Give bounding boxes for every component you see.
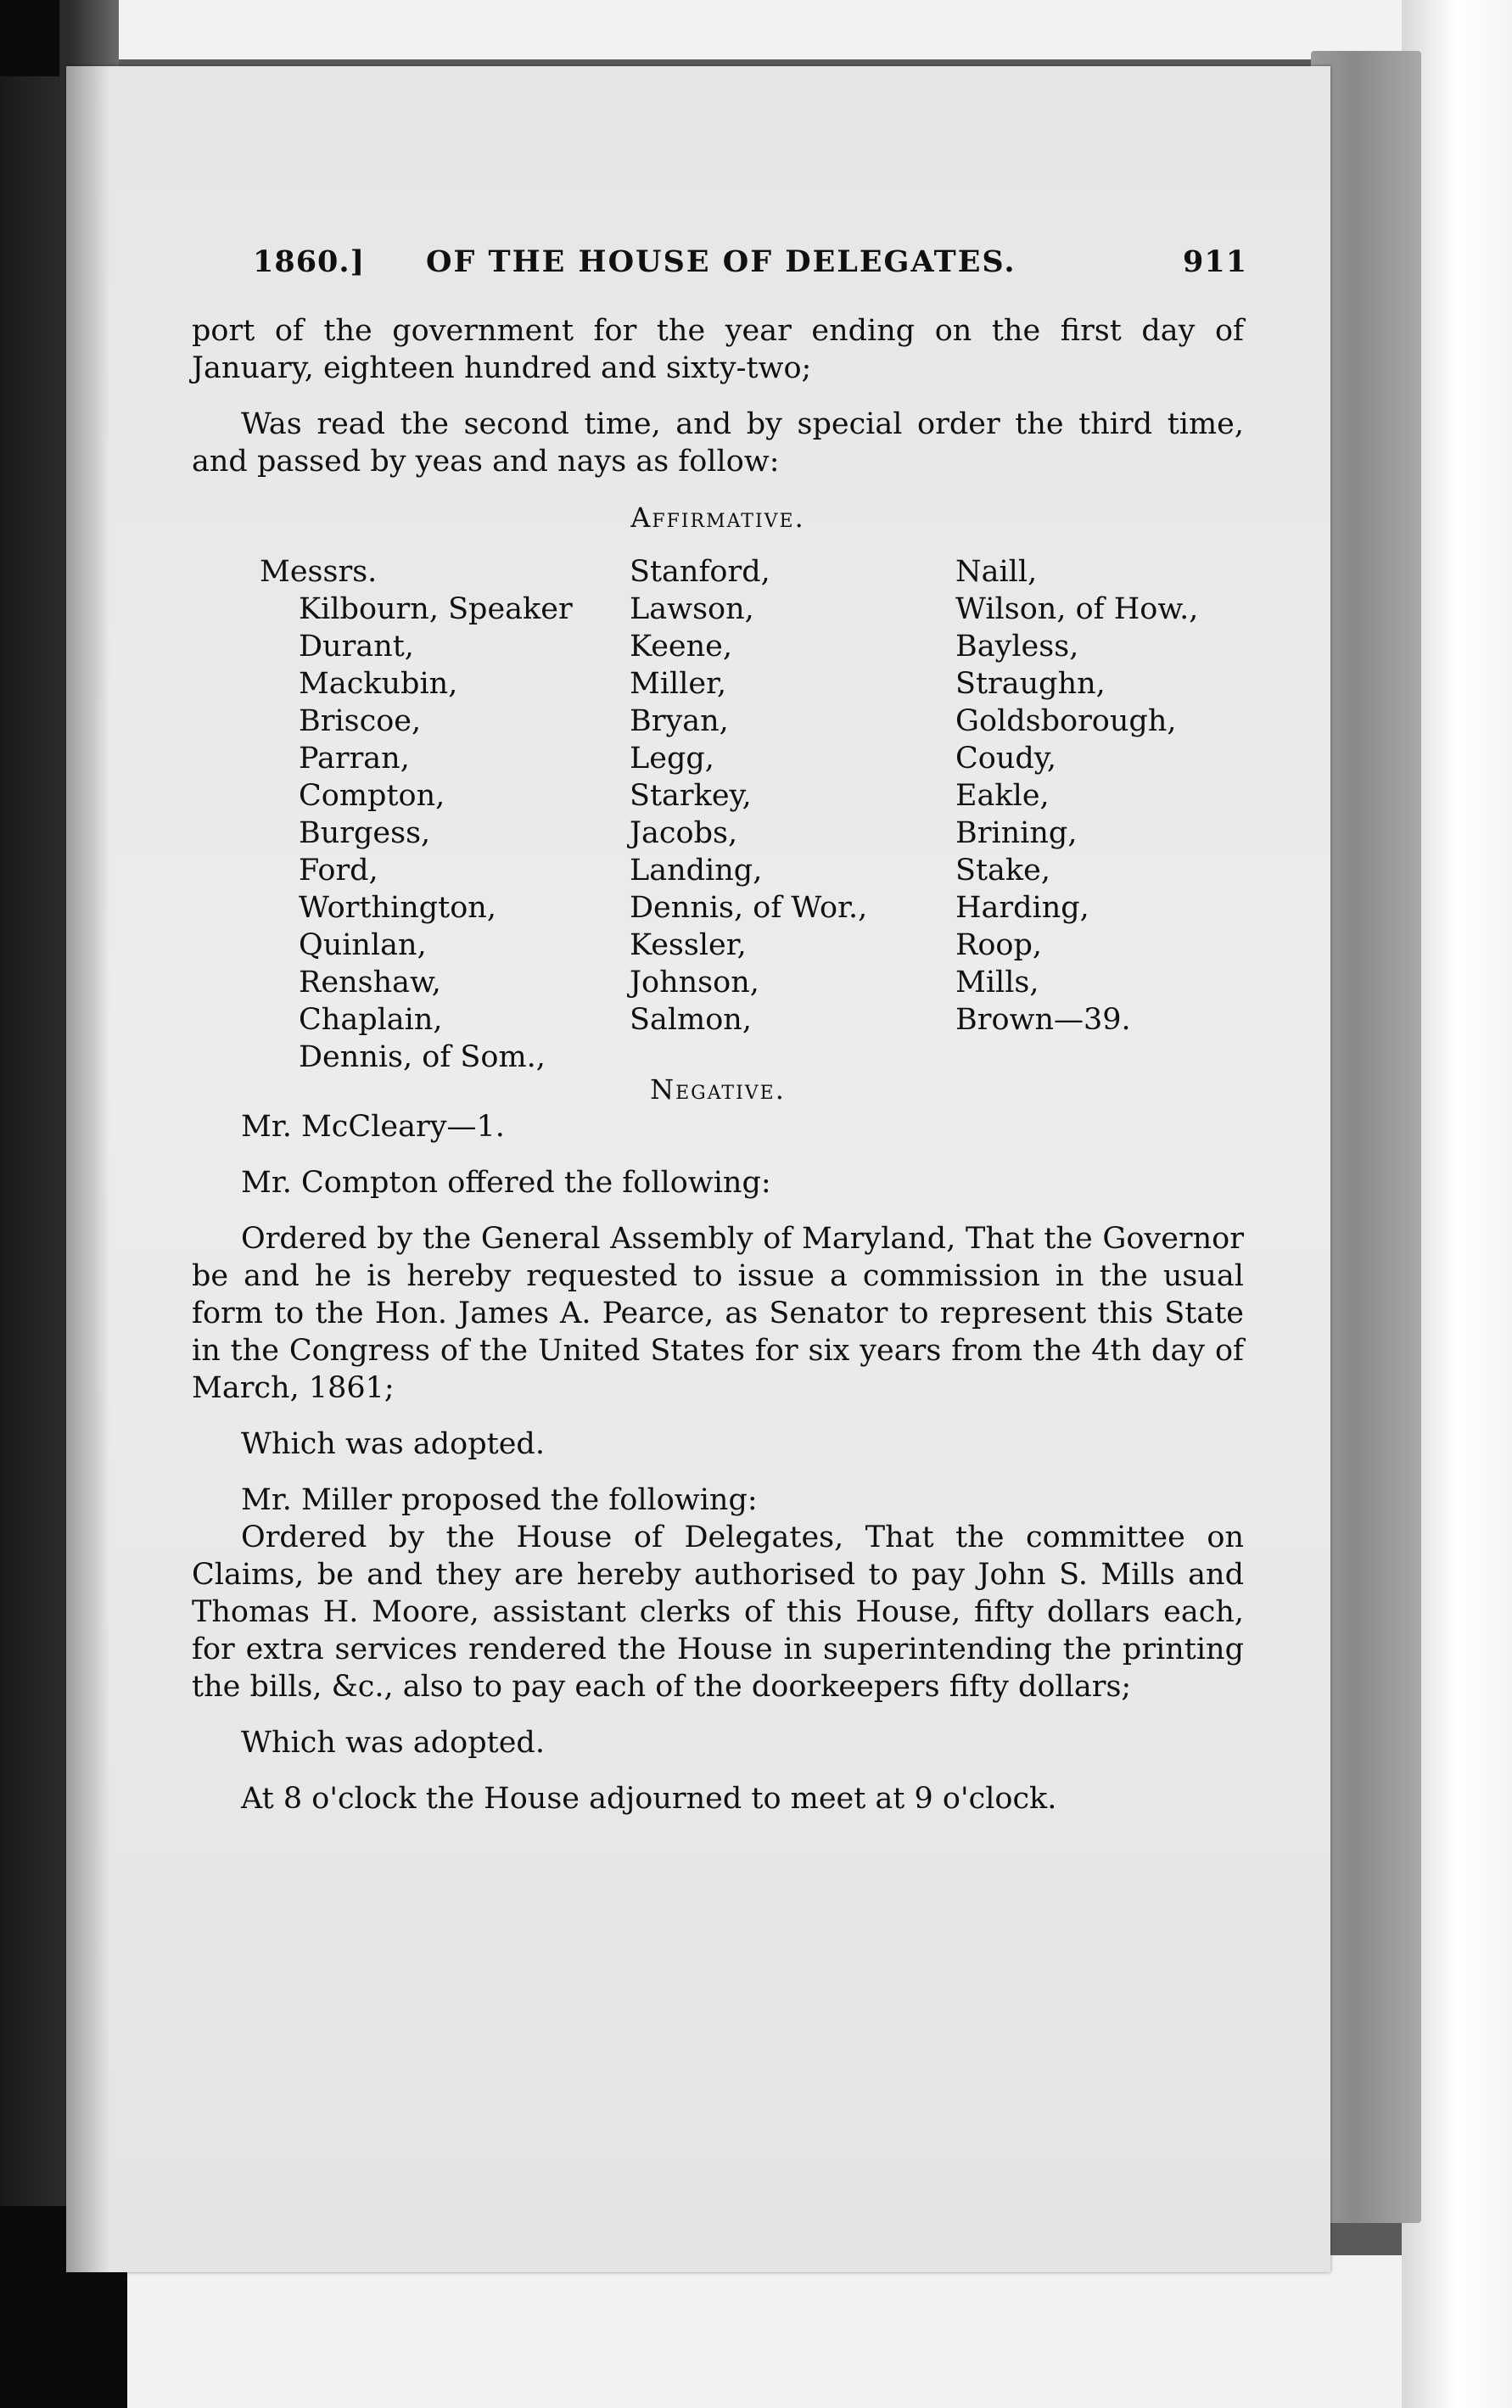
vote-entry: Ford, [299,854,378,888]
vote-column-3 [955,553,1198,1039]
order-one-text: Ordered by the General Assembly of Maryland, That the Governor be and he is hereby requested to issue a commission in the usual form to the Hon. James A. Pearce, as Senator to represent this State in the Congress of the United States for six years from the 4th day of March, 1861; [192,1222,1244,1405]
negative-members: Mr. McCleary—1. [241,1110,505,1144]
vote-entry: Stake, [955,854,1050,888]
scan-background-top [0,0,1512,59]
negative-heading: Negative. [650,1073,786,1106]
running-header [192,244,1248,295]
vote-column-2 [630,553,867,1039]
second-reading-text: Was read the second time, and by special order the third time, and passed by yeas and nays as follow: [192,407,1244,479]
vote-entry: Mills, [955,966,1039,1000]
order-two-text: Ordered by the House of Delegates, That the committee on Claims, be and they are hereby authorised to pay John S. Mills and Thomas H. Moore, assistant clerks of this House, fifty dollars each, for extra services rendered the House in superintending the printing the bills, &c., also to pay each of the doorkeepers fifty dollars; [192,1520,1244,1704]
vote-entry: Jacobs, [630,816,738,850]
vote-entry: Quinlan, [299,928,427,962]
compton-offered-text: Mr. Compton offered the following: [241,1166,771,1200]
vote-entry: Kilbourn, Speaker [299,592,573,626]
vote-entry: Landing, [630,854,763,888]
vote-entry: Coudy, [955,742,1057,776]
vote-entry: Roop, [955,928,1043,962]
vote-entry: Salmon, [630,1003,752,1037]
vote-entry: Kessler, [630,928,747,962]
vote-entry: Brown—39. [955,1003,1131,1037]
vote-entry: Starkey, [630,779,752,813]
vote-entry: Parran, [299,742,410,776]
vote-entry: Johnson, [630,966,759,1000]
page-number: 911 [1183,244,1248,279]
vote-entry: Eakle, [955,779,1050,813]
vote-entry: Bayless, [955,630,1079,664]
vote-entry: Harding, [955,891,1089,925]
vote-entry: Compton, [299,779,445,813]
vote-entry: Legg, [630,742,714,776]
vote-entry: Straughn, [955,667,1106,701]
vote-entry: Goldsborough, [955,704,1177,738]
vote-entry: Lawson, [630,592,754,626]
vote-entry: Dennis, of Som., [299,1040,546,1074]
binding-strip-top [0,0,59,76]
adopted-two-text: Which was adopted. [241,1726,545,1760]
vote-entry: Durant, [299,630,414,664]
header-title: OF THE HOUSE OF DELEGATES. [426,244,1016,279]
scan-background-bottom [0,2255,1512,2408]
miller-proposed-text: Mr. Miller proposed the following: [241,1483,758,1517]
opening-text: port of the government for the year ending on the first day of January, eighteen hundred and sixty-two; [192,314,1244,385]
vote-entry: Burgess, [299,816,431,850]
affirmative-vote-list [192,553,1244,1074]
vote-entry: Mackubin, [299,667,458,701]
adopted-one-text: Which was adopted. [241,1427,545,1461]
header-year: 1860.] [253,244,366,279]
affirmative-heading: Affirmative. [630,501,805,534]
vote-entry: Naill, [955,555,1038,589]
vote-entry: Dennis, of Wor., [630,891,868,925]
vote-entry: Stanford, [630,555,770,589]
page-text [192,244,1248,1817]
book-page [66,66,1330,2272]
vote-entry: Keene, [630,630,733,664]
vote-entry: Brining, [955,816,1078,850]
vote-entry: Renshaw, [299,966,441,1000]
page-gutter-shadow [66,66,110,2272]
vote-entry: Briscoe, [299,704,422,738]
vote-entry: Miller, [630,667,727,701]
vote-column-1 [260,553,573,1076]
adjournment-text: At 8 o'clock the House adjourned to meet at 9 o'clock. [241,1782,1057,1816]
vote-entry: Bryan, [630,704,729,738]
vote-entry: Wilson, of How., [955,592,1199,626]
vote-entry: Chaplain, [299,1003,443,1037]
vote-entry: Messrs. [260,555,378,589]
vote-entry: Worthington, [299,891,496,925]
